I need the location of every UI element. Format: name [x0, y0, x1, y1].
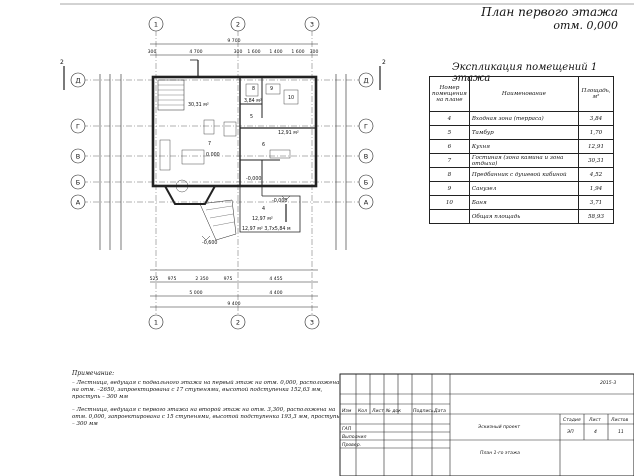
room-number-7: 7: [208, 142, 212, 147]
axis-label-top-3: 3: [309, 20, 315, 29]
stamp-col-izm: Изм: [342, 409, 352, 414]
axis-label-left-b: Б: [75, 178, 81, 187]
dim-top-part: 1 600: [247, 50, 261, 55]
room-name-cell: Общая площадь: [469, 210, 578, 224]
room-area-living: 30,31 м²: [188, 103, 209, 108]
dim-top-total: 9 700: [227, 39, 241, 44]
room-area-terrace: 12,97 м²: [252, 217, 273, 222]
room-name-cell: Баня: [469, 196, 578, 210]
dim-bottom-part: 525: [149, 277, 159, 282]
room-number-cell: 6: [430, 140, 470, 154]
notes-block: [72, 370, 342, 428]
section-label-left: 2: [60, 59, 64, 66]
stamp-role-checked: Провер.: [342, 443, 362, 448]
axis-label-left-d: Д: [75, 76, 81, 85]
room-area-cell: 12,91: [579, 140, 614, 154]
explication-title: Экспликация помещений 1 этажа: [452, 62, 598, 84]
room-number-6: 6: [262, 143, 266, 148]
axis-label-bottom-2: 2: [235, 318, 241, 327]
room-number-9: 9: [270, 87, 274, 92]
axis-label-bottom-3: 3: [309, 318, 315, 327]
room-number-8: 8: [252, 87, 256, 92]
level-vestibule: -0,000: [246, 177, 262, 182]
stamp-drawing-name: План 1-го этажа: [480, 451, 520, 456]
col-number: Номер помещения на плане: [430, 77, 470, 112]
dim-top-part: 300: [233, 50, 243, 55]
stamp-role-executed: Выполнил: [342, 435, 367, 440]
axis-label-left-v: В: [75, 152, 81, 161]
note-item: – Лестница, ведущая с подвального этажа на первый этаж на отм. 0,000, расположена на отм. –2650, запроектирована с 17 ступенями, высотой подступенка 152,63 мм, проступь – 300 мм: [72, 380, 340, 400]
room-number-cell: 9: [430, 182, 470, 196]
dim-bottom-part: 975: [223, 277, 233, 282]
room-area-vestibule: 3,84 м²: [244, 99, 262, 104]
axis-label-right-g: Г: [364, 122, 368, 131]
section-label-right: 2: [382, 59, 386, 66]
stamp-col-doc: № док: [386, 409, 401, 414]
stamp-col-date: Дата: [434, 409, 446, 414]
axis-label-right-a: А: [363, 198, 369, 207]
axis-label-top-2: 2: [235, 20, 241, 29]
stamp-code: 2015-3: [600, 381, 617, 386]
room-number-cell: 4: [430, 112, 470, 126]
level-living: 0,000: [206, 153, 220, 158]
room-number-4: 4: [262, 207, 266, 212]
stamp-col-sign: Подпись: [413, 409, 434, 414]
room-number-cell: 8: [430, 168, 470, 182]
dim-bottom-sub: 5 000: [189, 291, 203, 296]
col-area: Площадь, м²: [579, 77, 614, 112]
axis-label-left-a: А: [75, 198, 81, 207]
room-area-kitchen: 12,91 м²: [278, 131, 299, 136]
axis-label-right-b: Б: [363, 178, 369, 187]
stamp-stage-header: Стадия: [563, 418, 581, 423]
stamp-project: Эскизный проект: [478, 425, 521, 430]
stamp-sheet: 4: [594, 430, 597, 435]
axis-label-right-v: В: [363, 152, 369, 161]
stamp-role-gap: ГАП: [342, 427, 352, 432]
room-number-5: 5: [250, 115, 254, 120]
room-area-cell: 30,31: [579, 154, 614, 168]
dim-top-part: 300: [147, 50, 157, 55]
room-name-cell: Кухня: [469, 140, 578, 154]
axis-label-top-1: 1: [153, 20, 159, 29]
room-name-cell: Гостиная (зона камина и зона отдыха): [469, 154, 578, 168]
dim-bottom-part: 4 455: [269, 277, 283, 282]
room-area-cell: 1,94: [579, 182, 614, 196]
dim-top-part: 1 600: [291, 50, 305, 55]
note-item: – Лестница, ведущая с первого этажа на второй этаж на отм. 3,300, расположена на отм. 0,000, запроектирована с 15 ступенями, высотой подступенка 193,3 мм, проступь – 300 мм: [72, 407, 340, 427]
room-area-cell: 1,70: [579, 126, 614, 140]
room-name-cell: Входная зона (терраса): [469, 112, 578, 126]
dim-bottom-total: 9 400: [227, 302, 241, 307]
stamp-stage: ЭП: [567, 430, 574, 435]
dim-top-part: 300: [309, 50, 319, 55]
dim-bottom-part: 975: [167, 277, 177, 282]
room-number-10: 10: [288, 96, 295, 101]
axis-label-right-d: Д: [363, 76, 369, 85]
room-area-cell: 4,52: [579, 168, 614, 182]
room-name-cell: Санузел: [469, 182, 578, 196]
level-terrace: -0,000: [272, 199, 288, 204]
stamp-col-list: Лист: [372, 409, 384, 414]
axis-label-bottom-1: 1: [153, 318, 159, 327]
room-name-cell: Тамбур: [469, 126, 578, 140]
dim-bottom-sub: 4 400: [269, 291, 283, 296]
stamp-sheets: 11: [618, 430, 624, 435]
notes-heading: Примечание:: [72, 370, 115, 377]
stamp-col-kol: Кол: [358, 409, 368, 414]
level-porch: -0,600: [202, 241, 218, 246]
axis-label-left-g: Г: [76, 122, 80, 131]
room-number-cell: 7: [430, 154, 470, 168]
terrace-note: 12,97 м² 3,7х5,84 м: [242, 227, 291, 232]
sheet-title-line2: отм. 0,000: [553, 19, 618, 32]
room-number-cell: 10: [430, 196, 470, 210]
room-area-cell: 3,84: [579, 112, 614, 126]
room-name-cell: Предбанник с душевой кабиной: [469, 168, 578, 182]
room-area-cell: 3,71: [579, 196, 614, 210]
col-name: Наименование: [469, 77, 578, 112]
room-area-cell: 58,93: [579, 210, 614, 224]
stamp-sheets-header: Листов: [611, 418, 629, 423]
room-number-cell: 5: [430, 126, 470, 140]
dim-top-part: 4 700: [189, 50, 203, 55]
dim-bottom-part: 2 350: [195, 277, 209, 282]
stamp-sheet-header: Лист: [589, 418, 601, 423]
dim-top-part: 1 400: [269, 50, 283, 55]
sheet-title-line1: План первого этажа: [481, 5, 618, 19]
